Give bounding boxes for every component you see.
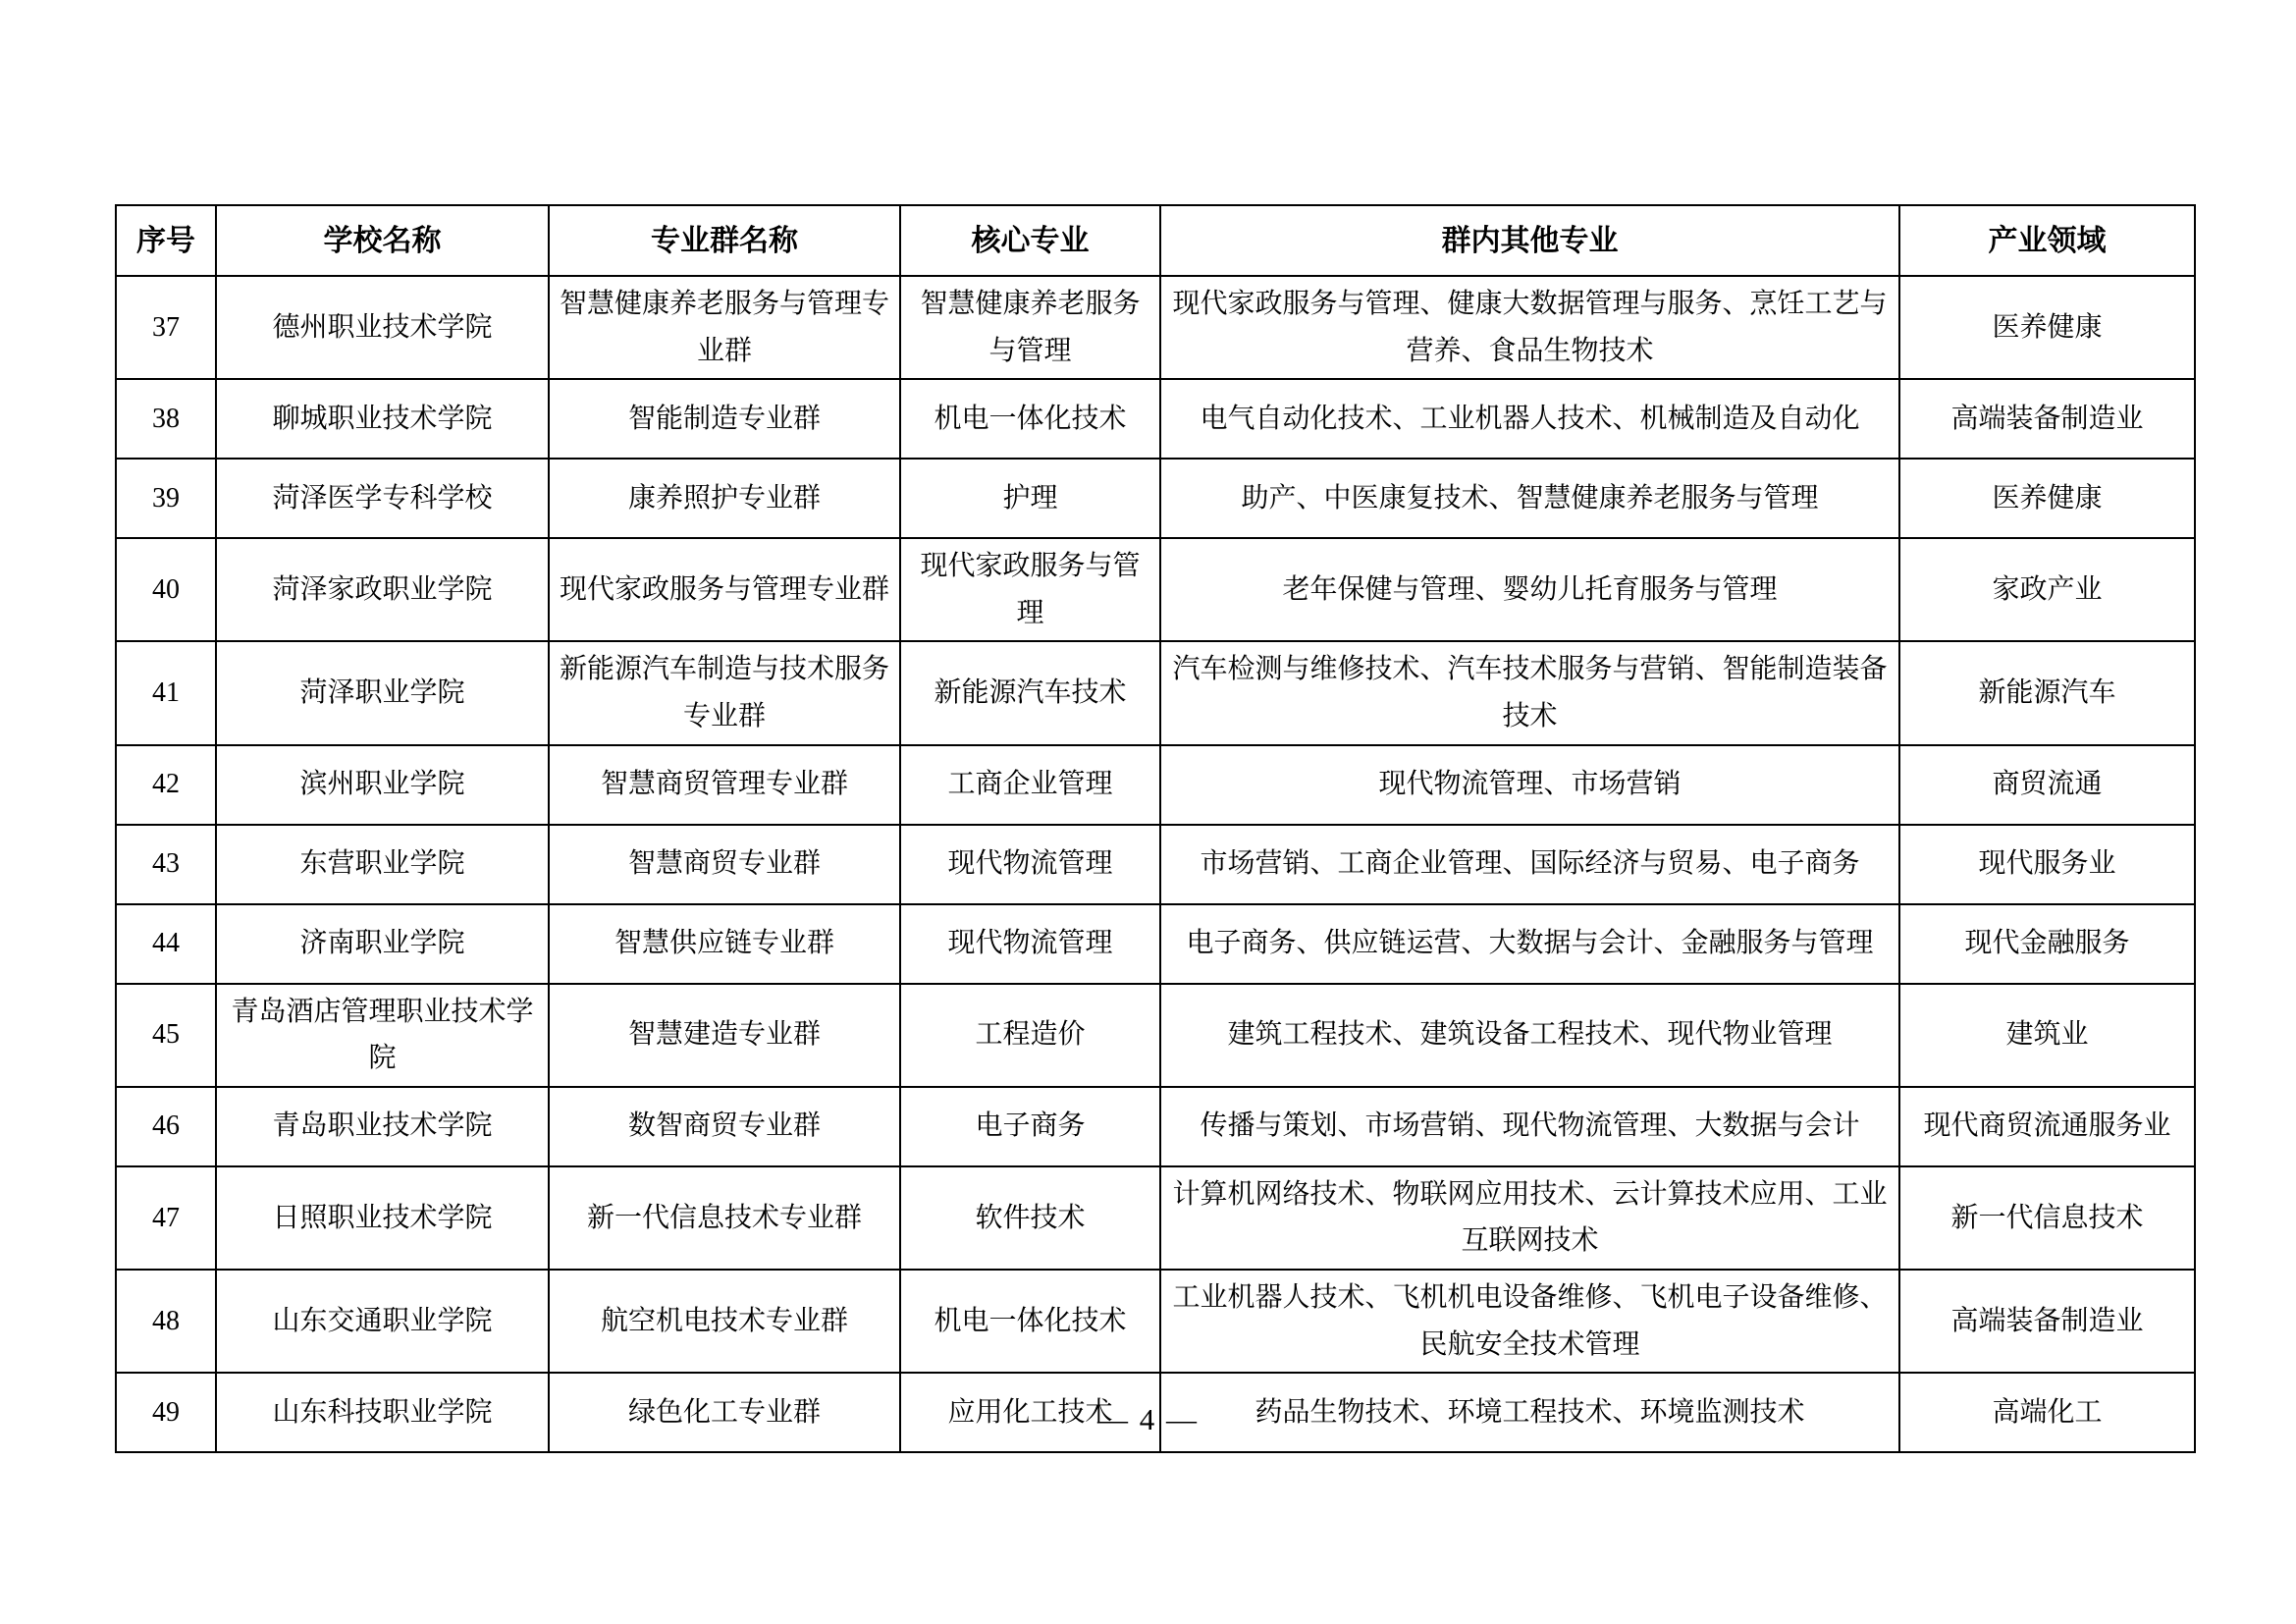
col-header-school: 学校名称 <box>216 205 549 276</box>
core-cell: 机电一体化技术 <box>900 1270 1160 1373</box>
others-cell: 工业机器人技术、飞机机电设备维修、飞机电子设备维修、民航安全技术管理 <box>1160 1270 1899 1373</box>
group-cell: 现代家政服务与管理专业群 <box>549 538 900 641</box>
col-header-industry: 产业领域 <box>1899 205 2195 276</box>
index-cell: 42 <box>116 745 216 825</box>
index-cell: 37 <box>116 276 216 379</box>
col-header-others: 群内其他专业 <box>1160 205 1899 276</box>
group-cell: 智慧商贸专业群 <box>549 825 900 904</box>
col-header-group: 专业群名称 <box>549 205 900 276</box>
industry-cell: 高端化工 <box>1899 1373 2195 1452</box>
index-cell: 49 <box>116 1373 216 1452</box>
table-row <box>116 538 2195 641</box>
others-cell: 助产、中医康复技术、智慧健康养老服务与管理 <box>1160 459 1899 538</box>
school-cell: 德州职业技术学院 <box>216 276 549 379</box>
core-cell: 应用化工技术 <box>900 1373 1160 1452</box>
group-cell: 数智商贸专业群 <box>549 1087 900 1166</box>
table-row <box>116 1087 2195 1166</box>
index-cell: 38 <box>116 379 216 459</box>
group-cell: 智能制造专业群 <box>549 379 900 459</box>
core-cell: 现代家政服务与管理 <box>900 538 1160 641</box>
industry-cell: 现代金融服务 <box>1899 904 2195 984</box>
index-cell: 46 <box>116 1087 216 1166</box>
table-header-row <box>116 205 2195 276</box>
col-header-core: 核心专业 <box>900 205 1160 276</box>
table-row <box>116 459 2195 538</box>
school-cell: 山东交通职业学院 <box>216 1270 549 1373</box>
core-cell: 工程造价 <box>900 984 1160 1087</box>
others-cell: 建筑工程技术、建筑设备工程技术、现代物业管理 <box>1160 984 1899 1087</box>
page-number: — 4 — <box>1097 1402 1199 1436</box>
industry-cell: 医养健康 <box>1899 459 2195 538</box>
table-row <box>116 641 2195 744</box>
core-cell: 电子商务 <box>900 1087 1160 1166</box>
group-cell: 康养照护专业群 <box>549 459 900 538</box>
core-cell: 现代物流管理 <box>900 904 1160 984</box>
core-cell: 智慧健康养老服务与管理 <box>900 276 1160 379</box>
school-cell: 东营职业学院 <box>216 825 549 904</box>
industry-cell: 新一代信息技术 <box>1899 1166 2195 1270</box>
core-cell: 现代物流管理 <box>900 825 1160 904</box>
table-row <box>116 825 2195 904</box>
index-cell: 47 <box>116 1166 216 1270</box>
table-row <box>116 984 2195 1087</box>
index-cell: 43 <box>116 825 216 904</box>
others-cell: 现代家政服务与管理、健康大数据管理与服务、烹饪工艺与营养、食品生物技术 <box>1160 276 1899 379</box>
group-cell: 航空机电技术专业群 <box>549 1270 900 1373</box>
group-cell: 智慧供应链专业群 <box>549 904 900 984</box>
index-cell: 45 <box>116 984 216 1087</box>
group-cell: 智慧商贸管理专业群 <box>549 745 900 825</box>
index-cell: 44 <box>116 904 216 984</box>
others-cell: 电子商务、供应链运营、大数据与会计、金融服务与管理 <box>1160 904 1899 984</box>
table-row <box>116 1166 2195 1270</box>
index-cell: 41 <box>116 641 216 744</box>
group-cell: 绿色化工专业群 <box>549 1373 900 1452</box>
industry-cell: 高端装备制造业 <box>1899 379 2195 459</box>
majors-table <box>115 204 2196 1453</box>
col-header-index: 序号 <box>116 205 216 276</box>
index-cell: 48 <box>116 1270 216 1373</box>
school-cell: 菏泽职业学院 <box>216 641 549 744</box>
core-cell: 新能源汽车技术 <box>900 641 1160 744</box>
core-cell: 软件技术 <box>900 1166 1160 1270</box>
core-cell: 护理 <box>900 459 1160 538</box>
others-cell: 市场营销、工商企业管理、国际经济与贸易、电子商务 <box>1160 825 1899 904</box>
industry-cell: 家政产业 <box>1899 538 2195 641</box>
school-cell: 青岛酒店管理职业技术学院 <box>216 984 549 1087</box>
industry-cell: 新能源汽车 <box>1899 641 2195 744</box>
table-row <box>116 379 2195 459</box>
school-cell: 滨州职业学院 <box>216 745 549 825</box>
group-cell: 新一代信息技术专业群 <box>549 1166 900 1270</box>
group-cell: 新能源汽车制造与技术服务专业群 <box>549 641 900 744</box>
group-cell: 智慧健康养老服务与管理专业群 <box>549 276 900 379</box>
others-cell: 老年保健与管理、婴幼儿托育服务与管理 <box>1160 538 1899 641</box>
table-row <box>116 745 2195 825</box>
others-cell: 计算机网络技术、物联网应用技术、云计算技术应用、工业互联网技术 <box>1160 1166 1899 1270</box>
index-cell: 40 <box>116 538 216 641</box>
core-cell: 工商企业管理 <box>900 745 1160 825</box>
others-cell: 传播与策划、市场营销、现代物流管理、大数据与会计 <box>1160 1087 1899 1166</box>
school-cell: 日照职业技术学院 <box>216 1166 549 1270</box>
school-cell: 山东科技职业学院 <box>216 1373 549 1452</box>
others-cell: 现代物流管理、市场营销 <box>1160 745 1899 825</box>
industry-cell: 高端装备制造业 <box>1899 1270 2195 1373</box>
table-row <box>116 904 2195 984</box>
table-row <box>116 276 2195 379</box>
school-cell: 青岛职业技术学院 <box>216 1087 549 1166</box>
others-cell: 电气自动化技术、工业机器人技术、机械制造及自动化 <box>1160 379 1899 459</box>
index-cell: 39 <box>116 459 216 538</box>
industry-cell: 商贸流通 <box>1899 745 2195 825</box>
school-cell: 菏泽医学专科学校 <box>216 459 549 538</box>
group-cell: 智慧建造专业群 <box>549 984 900 1087</box>
table-row <box>116 1270 2195 1373</box>
others-cell: 药品生物技术、环境工程技术、环境监测技术 <box>1160 1373 1899 1452</box>
industry-cell: 现代商贸流通服务业 <box>1899 1087 2195 1166</box>
school-cell: 聊城职业技术学院 <box>216 379 549 459</box>
industry-cell: 建筑业 <box>1899 984 2195 1087</box>
core-cell: 机电一体化技术 <box>900 379 1160 459</box>
school-cell: 菏泽家政职业学院 <box>216 538 549 641</box>
industry-cell: 医养健康 <box>1899 276 2195 379</box>
school-cell: 济南职业学院 <box>216 904 549 984</box>
others-cell: 汽车检测与维修技术、汽车技术服务与营销、智能制造装备技术 <box>1160 641 1899 744</box>
industry-cell: 现代服务业 <box>1899 825 2195 904</box>
